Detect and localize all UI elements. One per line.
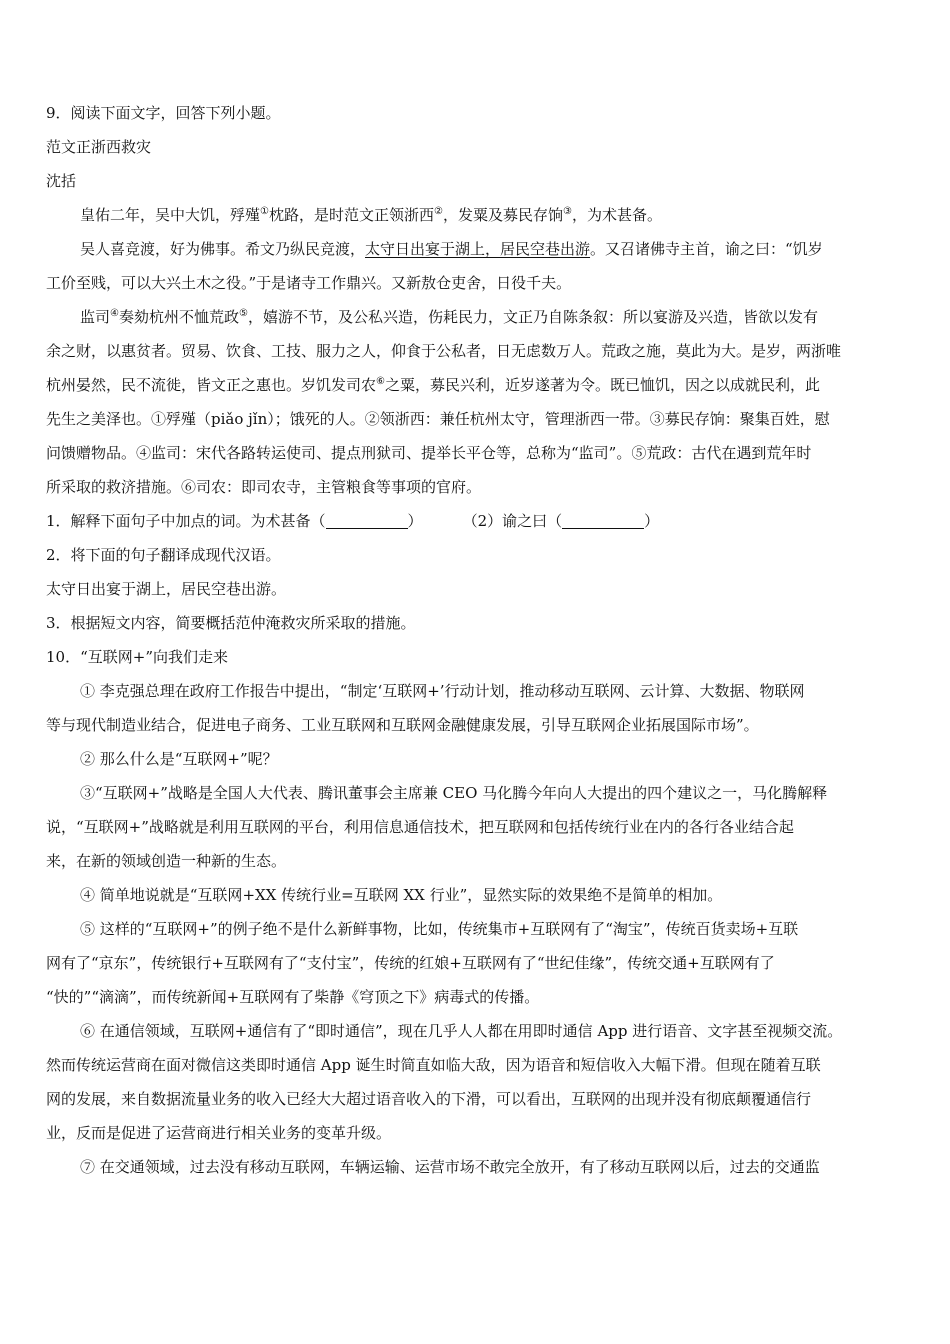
q9-subquestion-3: 3．根据短文内容，简要概括范仲淹救灾所采取的措施。: [46, 614, 416, 632]
q10-paragraph-6-line: 业，反而是促进了运营商进行相关业务的变革升级。: [46, 1124, 392, 1142]
q9-paragraph-2-line: 工价至贱，可以大兴土木之役。”于是诸寺工作鼎兴。又新敖仓吏舍，日役千夫。: [46, 274, 572, 292]
q10-paragraph-6-line: 然而传统运营商在面对微信这类即时通信 App 诞生时简直如临大敌，因为语音和短信收入大幅下滑。但现在随着互联: [46, 1056, 821, 1074]
q10-paragraph-3: ③“互联网+”战略是全国人大代表、腾讯董事会主席兼 CEO 马化腾今年向人大提出的四个建议之一，马化腾解释: [80, 784, 828, 802]
q9-paragraph-3-line: 杭州晏然，民不流徙，皆文正之惠也。岁饥发司农⑥之粟，募民兴利，近岁遂著为令。既已恤饥，因之以成就民利，此: [46, 376, 820, 394]
q9-footnote-line: 问馈赠物品。④监司：宋代各路转运使司、提点刑狱司、提举长平仓等，总称为“监司”。⑤荒政：古代在遇到荒年时: [46, 444, 812, 462]
answer-blank-2[interactable]: [562, 512, 644, 529]
q10-paragraph-2: ② 那么什么是“互联网+”呢？: [80, 750, 278, 768]
q10-paragraph-7: ⑦ 在交通领域，过去没有移动互联网，车辆运输、运营市场不敢完全放开，有了移动互联网以后，过去的交通监: [80, 1158, 820, 1176]
q10-paragraph-5-line: 网有了“京东”，传统银行+互联网有了“支付宝”，传统的红娘+互联网有了“世纪佳缘”，传统交通+互联网有了: [46, 954, 775, 972]
q10-paragraph-3-line: 说，“互联网+”战略就是利用互联网的平台，利用信息通信技术，把互联网和包括传统行业在内的各行各业结合起: [46, 818, 794, 836]
q10-paragraph-1: ① 李克强总理在政府工作报告中提出，“制定‘互联网+’行动计划，推动移动互联网、云计算、大数据、物联网: [80, 682, 805, 700]
q9-subquestion-2: 2．将下面的句子翻译成现代汉语。: [46, 546, 281, 564]
q9-author: 沈括: [46, 172, 77, 190]
q10-paragraph-6: ⑥ 在通信领域，互联网+通信有了“即时通信”，现在几乎人人都在用即时通信 App 进行语音、文字甚至视频交流。: [80, 1022, 843, 1040]
q9-footnote-line: 先生之美泽也。①殍殣（piǎo jǐn）；饿死的人。②领浙西：兼任杭州太守，管理浙西一带。③募民存饷：聚集百姓，慰: [46, 410, 830, 428]
q10-paragraph-5: ⑤ 这样的“互联网+”的例子绝不是什么新鲜事物，比如，传统集市+互联网有了“淘宝”，传统百货卖场+互联: [80, 920, 799, 938]
document-page: [46, 96, 906, 1184]
underlined-sentence: 太守日出宴于湖上，居民空巷出游: [365, 240, 591, 258]
q9-subquestion-2-sentence: 太守日出宴于湖上，居民空巷出游。: [46, 580, 287, 598]
answer-blank-1[interactable]: [326, 512, 408, 529]
q9-paragraph-2: 吴人喜竞渡，好为佛事。希文乃纵民竞渡，太守日出宴于湖上，居民空巷出游。又召诸佛寺主首，谕之曰：“饥岁: [80, 240, 823, 258]
q10-paragraph-1-line: 等与现代制造业结合，促进电子商务、工业互联网和互联网金融健康发展，引导互联网企业拓展国际市场”。: [46, 716, 759, 734]
q10-heading: 10．“互联网+”向我们走来: [46, 648, 228, 666]
q9-paragraph-1: 皇佑二年，吴中大饥，殍殣①枕路，是时范文正领浙西②，发粟及募民存饷③，为术甚备。: [80, 206, 662, 224]
q10-paragraph-3-line: 来，在新的领域创造一种新的生态。: [46, 852, 287, 870]
q9-subquestion-1: 1．解释下面句子中加点的词。为术甚备（ ） （2）谕之曰（ ）: [46, 512, 660, 530]
q10-paragraph-6-line: 网的发展，来自数据流量业务的收入已经大大超过语音收入的下滑，可以看出，互联网的出现并没有彻底颠覆通信行: [46, 1090, 812, 1108]
q9-footnote-line: 所采取的救济措施。⑥司农：即司农寺，主管粮食等事项的官府。: [46, 478, 482, 496]
q9-heading: 9．阅读下面文字，回答下列小题。: [46, 104, 281, 122]
q10-paragraph-5-line: “快的”“滴滴”，而传统新闻+互联网有了柴静《穹顶之下》病毒式的传播。: [46, 988, 540, 1006]
q9-title: 范文正浙西救灾: [46, 138, 152, 156]
q9-paragraph-3-line: 余之财，以惠贫者。贸易、饮食、工技、服力之人，仰食于公私者，日无虑数万人。荒政之施，莫此为大。是岁，两浙唯: [46, 342, 842, 360]
q9-paragraph-3: 监司④奏劾杭州不恤荒政⑤，嬉游不节，及公私兴造，伤耗民力，文正乃自陈条叙：所以宴游及兴造，皆欲以发有: [80, 308, 818, 326]
q10-paragraph-4: ④ 简单地说就是“互联网+XX 传统行业=互联网 XX 行业”，显然实际的效果绝不是简单的相加。: [80, 886, 723, 904]
